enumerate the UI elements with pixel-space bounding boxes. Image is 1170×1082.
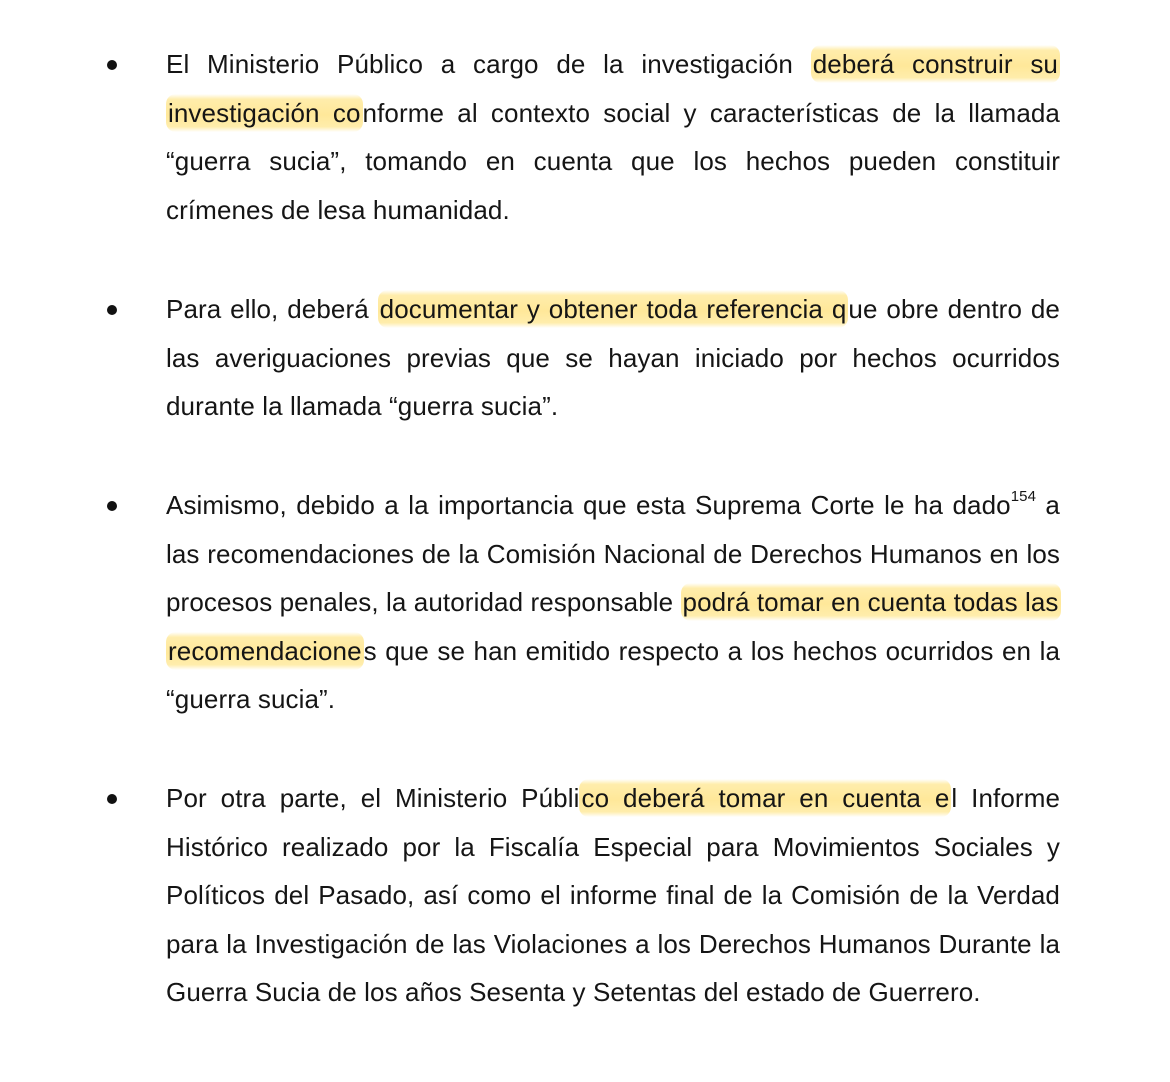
text-segment: s que se han emitido respecto a los hechos ocurridos en la “guerra sucia”. (166, 635, 1060, 715)
highlighted-text: deberá construir su investigación co (166, 45, 1060, 132)
text-segment: Por otra parte, el Ministerio Públi (166, 783, 580, 813)
highlighted-text: podrá tomar en cuenta todas las recomendacione (166, 583, 1061, 670)
bullet-icon (107, 305, 117, 315)
paragraph-text (166, 481, 1060, 724)
text-segment: El Ministerio Público a cargo de la investigación (166, 49, 811, 79)
highlighted-text: documentar y obtener toda referencia q (378, 290, 849, 328)
text-segment: ue obre dentro de las averiguaciones previas que se hayan iniciado por hechos ocurridos durante la llamada “guerra sucia”. (166, 294, 1060, 422)
text-segment: nforme al contexto social y características de la llamada “guerra sucia”, tomando en cuenta que los hechos pueden constituir crímenes de lesa humanidad. (166, 97, 1060, 225)
text-segment: Asimismo, debido a la importancia que esta Suprema Corte le ha dado (166, 490, 1011, 520)
paragraph-text (166, 774, 1060, 1017)
highlighted-text: co deberá tomar en cuenta e (579, 779, 951, 817)
bullet-icon (107, 794, 117, 804)
text-segment: a las recomendaciones de la Comisión Nacional de Derechos Humanos en los procesos penales, la autoridad responsable (166, 490, 1060, 618)
footnote-marker: 154 (1010, 488, 1037, 506)
paragraph-text (166, 285, 1060, 431)
bullet-icon (107, 501, 117, 511)
text-segment: Para ello, deberá (166, 294, 378, 324)
bullet-icon (107, 60, 117, 70)
text-segment: l Informe Histórico realizado por la Fiscalía Especial para Movimientos Sociales y Políticos del Pasado, así como el informe final de la Comisión de la Verdad para la Investigación de las Violaciones a los Derechos Humanos Durante la Guerra Sucia de los años Sesenta y Setentas del estado de Guerrero. (166, 783, 1061, 1008)
paragraph-text (166, 40, 1060, 234)
